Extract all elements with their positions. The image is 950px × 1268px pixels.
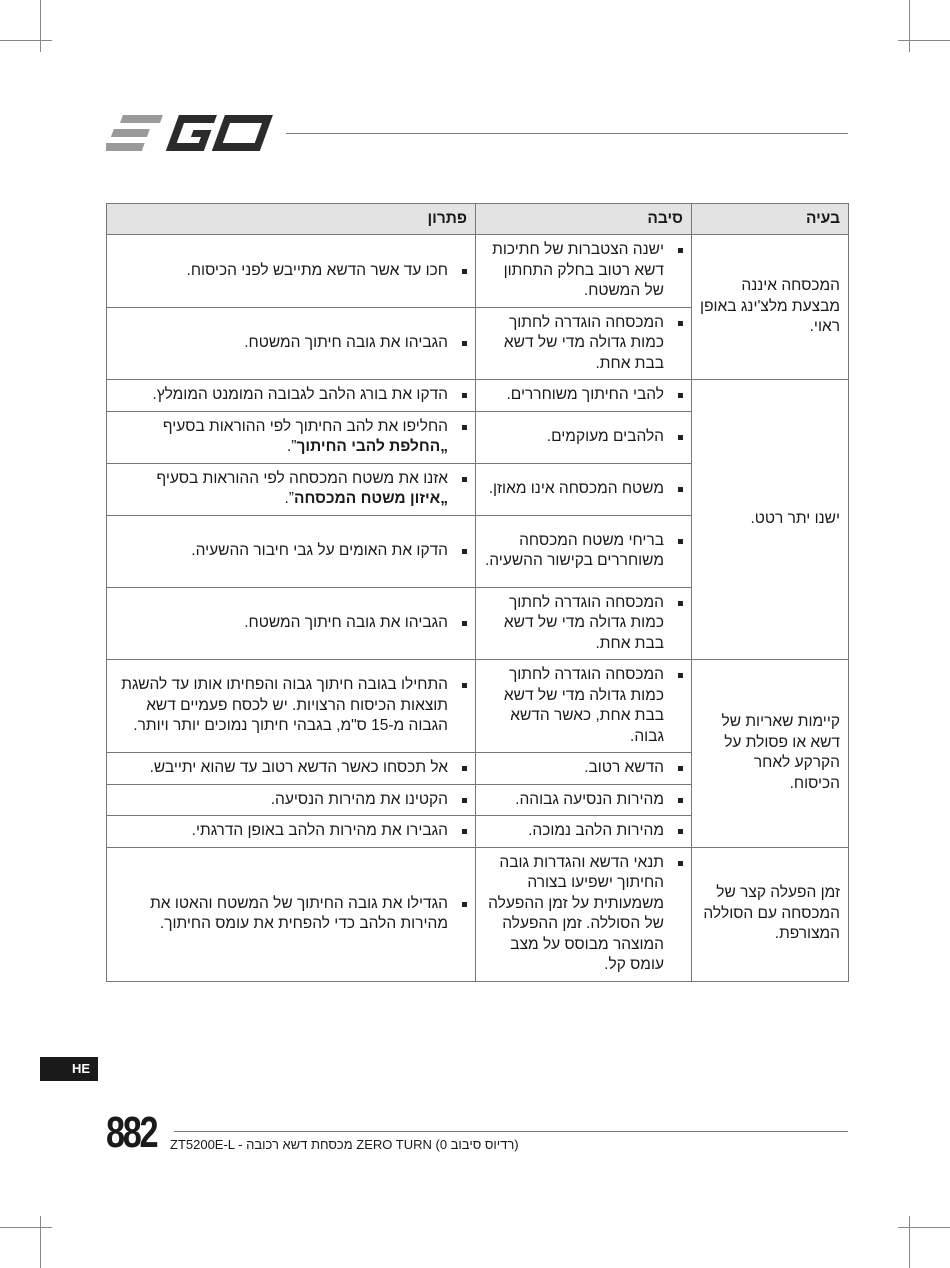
crop-mark bbox=[909, 0, 910, 52]
bullet-icon bbox=[462, 425, 467, 430]
cause-cell: בריחי משטח המכסחה משוחררים בקישור ההשעיה. bbox=[476, 515, 692, 587]
solution-cell: הגדילו את גובה החיתוך של המשטח והאטו את מהירות הלהב כדי להפחית את עומס החיתוך. bbox=[107, 847, 476, 981]
crop-mark bbox=[909, 1216, 910, 1268]
table-row bbox=[107, 847, 849, 981]
bullet-icon bbox=[678, 673, 683, 678]
header-solution: פתרון bbox=[107, 204, 476, 235]
cause-cell: להבי החיתוך משוחררים. bbox=[476, 380, 692, 412]
section-ref-open: „ bbox=[440, 438, 448, 455]
bullet-icon bbox=[462, 683, 467, 688]
crop-mark bbox=[0, 40, 52, 41]
section-ref-open: „ bbox=[440, 490, 448, 507]
solution-cell: הגביהו את גובה חיתוך המשטח. bbox=[107, 307, 476, 380]
crop-mark bbox=[0, 1227, 52, 1228]
table-row bbox=[107, 380, 849, 412]
bullet-icon bbox=[678, 321, 683, 326]
problem-cell: ישנו יתר רטט. bbox=[692, 380, 849, 660]
bullet-icon bbox=[462, 766, 467, 771]
cause-cell: מהירות הנסיעה גבוהה. bbox=[476, 784, 692, 816]
bullet-icon bbox=[678, 861, 683, 866]
cause-cell: המכסחה הוגדרה לחתוך כמות גדולה מדי של דשא בבת אחת, כאשר הדשא גבוה. bbox=[476, 660, 692, 753]
solution-cell: הדקו את האומים על גבי חיבור ההשעיה. bbox=[107, 515, 476, 587]
table-row bbox=[107, 235, 849, 308]
ego-logo bbox=[106, 112, 278, 154]
cause-cell: משטח המכסחה אינו מאוזן. bbox=[476, 463, 692, 515]
cause-cell: הדשא רטוב. bbox=[476, 753, 692, 785]
bullet-icon bbox=[462, 902, 467, 907]
bullet-icon bbox=[678, 539, 683, 544]
solution-cell: הדקו את בורג הלהב לגבובה המומנט המומלץ. bbox=[107, 380, 476, 412]
bullet-icon bbox=[678, 766, 683, 771]
bullet-icon bbox=[678, 393, 683, 398]
bullet-icon bbox=[678, 798, 683, 803]
troubleshooting-table bbox=[106, 203, 849, 982]
bullet-icon bbox=[462, 341, 467, 346]
solution-cell: אל תכסחו כאשר הדשא רטוב עד שהוא יתייבש. bbox=[107, 753, 476, 785]
header-rule bbox=[286, 133, 848, 134]
bullet-icon bbox=[462, 549, 467, 554]
bullet-icon bbox=[462, 393, 467, 398]
language-tab: HE bbox=[40, 1057, 98, 1081]
bullet-icon bbox=[462, 269, 467, 274]
table-header-row bbox=[107, 204, 849, 235]
solution-cell: הגבירו את מהירות הלהב באופן הדרגתי. bbox=[107, 816, 476, 848]
footer-product-name: ZT5200E-L - מכסחת דשא רכובה ZERO TURN (רדיוס סיבוב 0) bbox=[170, 1137, 519, 1152]
problem-cell: המכסחה איננה מבצעת מלצ'ינג באופן ראוי. bbox=[692, 235, 849, 380]
page-number: 882 bbox=[106, 1108, 157, 1157]
bullet-icon bbox=[678, 435, 683, 440]
solution-cell: אזנו את משטח המכסחה לפי ההוראות בסעיף „איזון משטח המכסחה”. bbox=[107, 463, 476, 515]
solution-cell: החליפו את להב החיתוך לפי ההוראות בסעיף „החלפת להבי החיתוך”. bbox=[107, 411, 476, 463]
header-problem: בעיה bbox=[692, 204, 849, 235]
crop-mark bbox=[898, 1227, 950, 1228]
bullet-icon bbox=[678, 487, 683, 492]
crop-mark bbox=[40, 1216, 41, 1268]
bullet-icon bbox=[462, 829, 467, 834]
bullet-icon bbox=[678, 248, 683, 253]
cause-cell: הלהבים מעוקמים. bbox=[476, 411, 692, 463]
footer-rule bbox=[174, 1131, 848, 1132]
bullet-icon bbox=[678, 829, 683, 834]
problem-cell: קיימות שאריות של דשא או פסולת על הקרקע לאחר הכיסוח. bbox=[692, 660, 849, 848]
solution-cell: חכו עד אשר הדשא מתייבש לפני הכיסוח. bbox=[107, 235, 476, 308]
solution-cell: הקטינו את מהירות הנסיעה. bbox=[107, 784, 476, 816]
section-ref: איזון משטח המכסחה bbox=[293, 490, 441, 507]
solution-cell: הגביהו את גובה חיתוך המשטח. bbox=[107, 587, 476, 660]
bullet-icon bbox=[462, 798, 467, 803]
section-ref: החלפת להבי החיתוך bbox=[296, 438, 441, 455]
crop-mark bbox=[898, 40, 950, 41]
bullet-icon bbox=[678, 601, 683, 606]
cause-cell: המכסחה הוגדרה לחתוך כמות גדולה מדי של דשא בבת אחת. bbox=[476, 307, 692, 380]
cause-cell: ישנה הצטברות של חתיכות דשא רטוב בחלק התחתון של המשטח. bbox=[476, 235, 692, 308]
cause-cell: המכסחה הוגדרה לחתוך כמות גדולה מדי של דשא בבת אחת. bbox=[476, 587, 692, 660]
problem-cell: זמן הפעלה קצר של המכסחה עם הסוללה המצורפת. bbox=[692, 847, 849, 981]
table-row bbox=[107, 660, 849, 753]
cause-cell: מהירות הלהב נמוכה. bbox=[476, 816, 692, 848]
solution-cell: התחילו בגובה חיתוך גבוה והפחיתו אותו עד להשגת תוצאות הכיסוח הרצויות. יש לכסח פעמיים דשא הגבוה מ-15 ס"מ, בגבהי חיתוך נמוכים יותר ויותר. bbox=[107, 660, 476, 753]
cause-cell: תנאי הדשא והגדרות גובה החיתוך ישפיעו בצורה משמעותית על זמן ההפעלה של הסוללה. זמן ההפעלה המוצהר מבוסס על מצב עומס קל. bbox=[476, 847, 692, 981]
crop-mark bbox=[40, 0, 41, 52]
bullet-icon bbox=[462, 477, 467, 482]
header-cause: סיבה bbox=[476, 204, 692, 235]
bullet-icon bbox=[462, 621, 467, 626]
